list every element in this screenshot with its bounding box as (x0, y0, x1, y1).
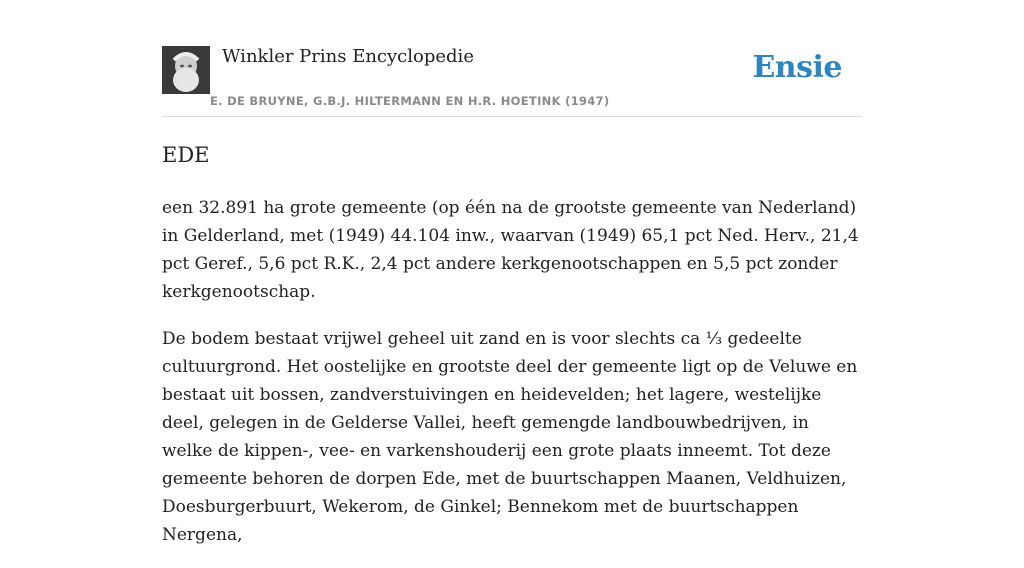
ensie-logo[interactable]: Ensie (752, 50, 842, 85)
source-title[interactable]: Winkler Prins Encyclopedie (222, 46, 474, 67)
article (162, 138, 862, 568)
source-authors: E. DE BRUYNE, G.B.J. HILTERMANN EN H.R. HOETINK (1947) (210, 94, 610, 108)
article-title: EDE (162, 143, 210, 167)
source-header (162, 44, 862, 117)
author-portrait-avatar (162, 46, 210, 94)
article-paragraph: De bodem bestaat vrijwel geheel uit zand en is voor slechts ca ⅓ gedeelte cultuurgrond. Het oostelijke en grootste deel der gemeente ligt op de Veluwe en bestaat uit bossen, zandverstuivingen en heidevelden; het lagere, westelijke deel, gelegen in de Gelderse Vallei, heeft gemengde landbouwbedrijven, in welke de kippen-, vee- en varkenshouderij een grote plaats inneemt. Tot deze gemeente behoren de dorpen Ede, met de buurtschappen Maanen, Veldhuizen, Doesburgerbuurt, Wekerom, de Ginkel; Bennekom met de buurtschappen Nergena, (162, 329, 858, 545)
article-paragraph: een 32.891 ha grote gemeente (op één na de grootste gemeente van Nederland) in Gelderland, met (1949) 44.104 inw., waarvan (1949) 65,1 pct Ned. Herv., 21,4 pct Geref., 5,6 pct R.K., 2,4 pct andere kerkgenootschappen en 5,5 pct zonder kerkgenootschap. (162, 198, 859, 302)
